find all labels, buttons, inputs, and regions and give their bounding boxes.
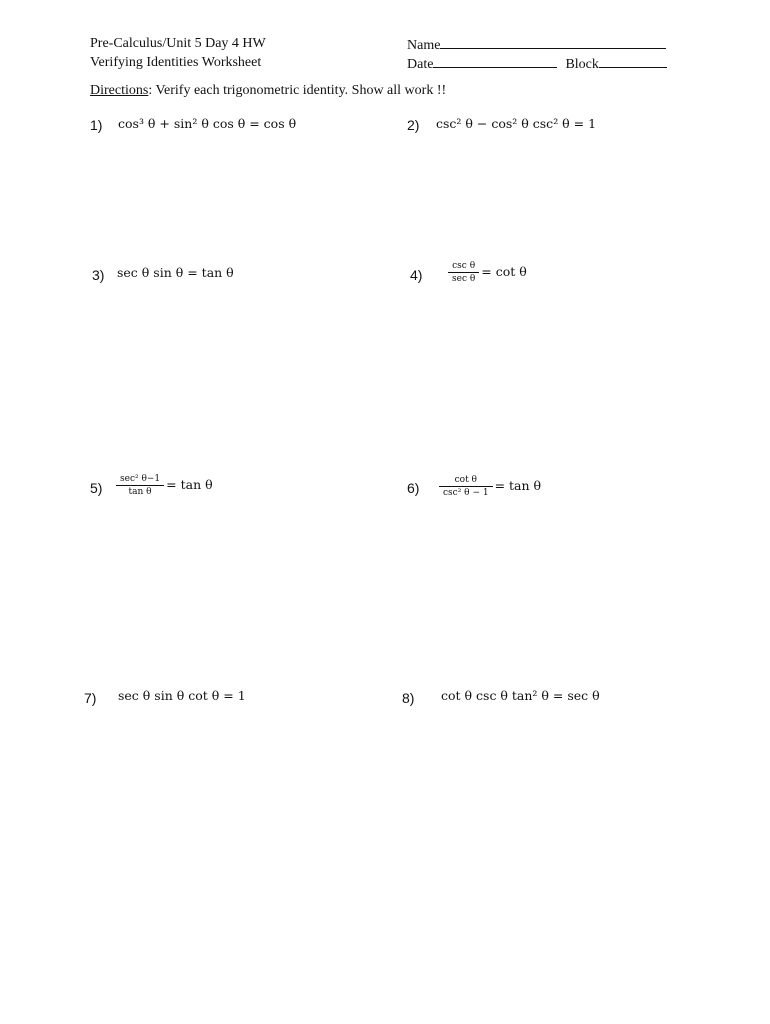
problem-2-number: 2) bbox=[407, 117, 420, 133]
date-block-field[interactable] bbox=[407, 55, 667, 73]
name-label: Name bbox=[407, 38, 441, 53]
problem-4-rhs: = cot θ bbox=[481, 264, 527, 280]
problem-5-fraction bbox=[118, 474, 162, 497]
problem-6-numerator: cot θ bbox=[454, 475, 477, 485]
problem-4-numerator: csc θ bbox=[452, 261, 476, 271]
problem-3-number: 3) bbox=[92, 267, 105, 283]
problem-1-number: 1) bbox=[90, 117, 103, 133]
problem-4-number: 4) bbox=[410, 267, 423, 283]
problem-6-expression bbox=[441, 475, 541, 498]
problem-3-expression: sec θ sin θ = tan θ bbox=[117, 265, 234, 280]
problem-5-denominator: tan θ bbox=[128, 487, 152, 497]
worksheet-title: Verifying Identities Worksheet bbox=[90, 55, 262, 70]
name-field[interactable] bbox=[407, 36, 666, 54]
fraction-bar bbox=[448, 272, 479, 273]
problem-6-denominator: csc² θ − 1 bbox=[443, 488, 489, 498]
date-label: Date bbox=[407, 57, 434, 72]
directions-text: : Verify each trigonometric identity. Show all work !! bbox=[148, 83, 447, 98]
problem-1-expression: cos³ θ + sin² θ cos θ = cos θ bbox=[118, 116, 297, 131]
problem-4-denominator: sec θ bbox=[452, 274, 476, 284]
block-label: Block bbox=[565, 57, 599, 72]
problem-4-expression bbox=[450, 261, 527, 284]
directions bbox=[90, 83, 446, 99]
problem-7-expression: sec θ sin θ cot θ = 1 bbox=[118, 688, 246, 703]
name-blank[interactable] bbox=[440, 36, 666, 49]
problem-7-number: 7) bbox=[84, 690, 97, 706]
date-blank[interactable] bbox=[433, 55, 557, 68]
fraction-bar bbox=[439, 486, 493, 487]
problem-5-expression bbox=[118, 474, 213, 497]
problem-6-rhs: = tan θ bbox=[494, 478, 542, 494]
block-blank[interactable] bbox=[599, 55, 667, 68]
problem-5-number: 5) bbox=[90, 480, 103, 496]
problem-4-fraction bbox=[450, 261, 477, 284]
directions-label: Directions bbox=[90, 83, 149, 98]
problem-6-fraction bbox=[441, 475, 491, 498]
fraction-bar bbox=[116, 485, 164, 486]
problem-6-number: 6) bbox=[407, 480, 420, 496]
problem-5-rhs: = tan θ bbox=[166, 477, 213, 493]
course-title: Pre-Calculus/Unit 5 Day 4 HW bbox=[90, 36, 266, 51]
problem-8-number: 8) bbox=[402, 690, 415, 706]
problem-5-numerator: sec² θ−1 bbox=[120, 474, 161, 484]
problem-2-expression: csc² θ − cos² θ csc² θ = 1 bbox=[436, 116, 597, 131]
problem-8-expression: cot θ csc θ tan² θ = sec θ bbox=[441, 688, 600, 703]
